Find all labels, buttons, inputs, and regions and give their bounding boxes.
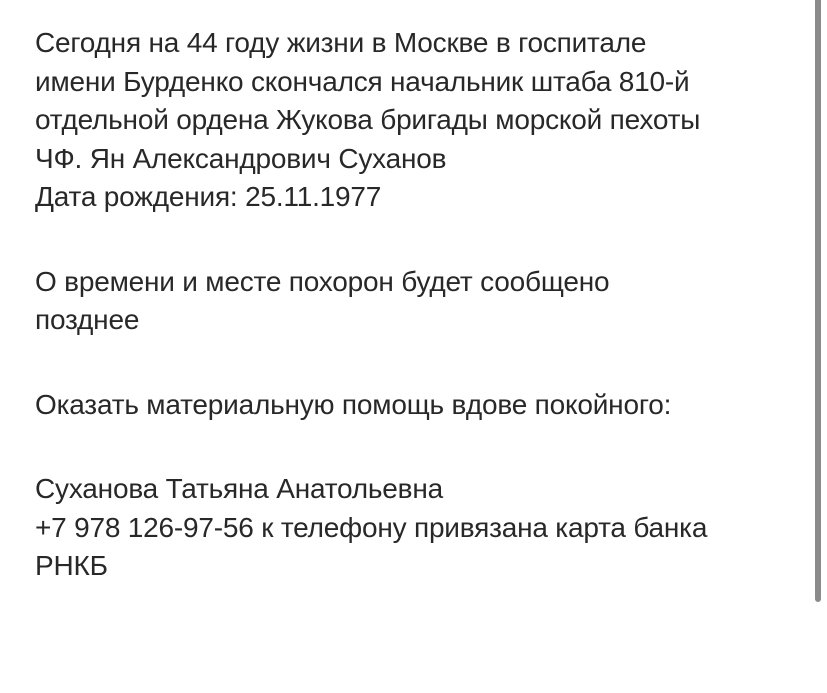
text-line: отдельной ордена Жукова бригады морской пехоты — [35, 104, 701, 135]
text-line: имени Бурденко скончался начальник штаба 810-й — [35, 65, 690, 97]
text-line: позднее — [35, 304, 140, 335]
bank-name-line: РНКБ — [35, 550, 108, 581]
contact-name-line: Суханова Татьяна Анатольевна — [35, 473, 443, 504]
paragraph-funeral-info — [35, 263, 797, 340]
text-line: Оказать материальную помощь вдове покойного: — [35, 388, 672, 420]
paragraph-aid-request — [35, 386, 797, 425]
paragraph-contact-details — [35, 470, 797, 586]
text-line: Сегодня на 44 году жизни в Москве в госпитале — [35, 27, 647, 58]
paragraph-death-announcement — [35, 24, 797, 217]
contact-phone-line: +7 978 126-97-56 к телефону привязана карта банка — [35, 511, 708, 543]
document-text — [35, 0, 797, 586]
text-line: ЧФ. Ян Александрович Суханов — [35, 142, 447, 174]
text-line: О времени и месте похорон будет сообщено — [35, 265, 610, 297]
scrollbar-thumb[interactable] — [815, 0, 821, 602]
birth-date-line: Дата рождения: 25.11.1977 — [35, 181, 382, 212]
